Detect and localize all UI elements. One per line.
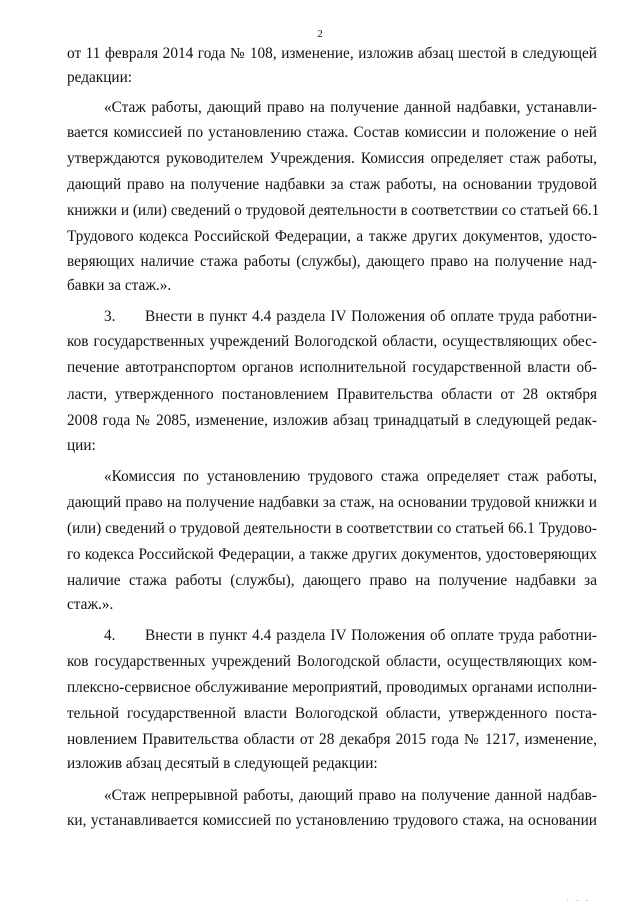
text-line: «Комиссия по установлению трудового стажа определяет стаж работы, bbox=[104, 468, 597, 485]
text-line: веряющих наличие стажа работы (службы), дающего право на получение над- bbox=[67, 253, 597, 270]
text-line: печение автотранспортом органов исполнительной государственной власти об- bbox=[67, 359, 597, 376]
text-line: Внести в пункт 4.4 раздела IV Положения об оплате труда работни- bbox=[145, 627, 597, 644]
text-line: ласти, утвержденного постановлением Правительства области от 28 октября bbox=[67, 386, 597, 403]
text-line: вается комиссией по установлению стажа. Состав комиссии и положение о ней bbox=[67, 124, 597, 141]
text-line: утверждаются руководителем Учреждения. Комиссия определяет стаж работы, bbox=[67, 150, 597, 167]
text-line: редакции: bbox=[67, 69, 133, 86]
text-line: книжки и (или) сведений о трудовой деятельности в соответствии со статьей 66.1 bbox=[67, 202, 600, 219]
text-line: дающий право на получение надбавки за стаж работы, на основании трудовой bbox=[67, 176, 597, 193]
text-line: ков государственных учреждений Вологодской области, осуществляющих обес- bbox=[67, 333, 597, 350]
text-line: тельной государственной власти Вологодской области, утвержденного поста- bbox=[67, 705, 597, 722]
page-number: 2 bbox=[317, 28, 323, 40]
text-line: изложив абзац десятый в следующей редакции: bbox=[67, 755, 378, 772]
text-line: ки, устанавливается комиссией по установлению трудового стажа, на основании bbox=[67, 812, 597, 829]
text-line: наличие стажа работы (службы), дающего право на получение надбавки за bbox=[67, 572, 597, 589]
item-number: 4. bbox=[104, 627, 116, 644]
text-line: Внести в пункт 4.4 раздела IV Положения об оплате труда работни- bbox=[145, 308, 597, 325]
text-line: стаж.». bbox=[67, 596, 114, 613]
text-line: новлением Правительства области от 28 декабря 2015 года № 1217, изменение, bbox=[67, 731, 597, 748]
text-line: бавки за стаж.». bbox=[67, 277, 172, 294]
text-line: ков государственных учреждений Вологодской области, осуществляющих ком- bbox=[67, 653, 597, 670]
item-number: 3. bbox=[104, 308, 116, 325]
text-line: дающий право на получение надбавки за стаж, на основании трудовой книжки и bbox=[67, 494, 597, 511]
text-line: (или) сведений о трудовой деятельности в соответствии со статьей 66.1 Трудово- bbox=[67, 520, 597, 537]
text-line: 2008 года № 2085, изменение, изложив абзац тринадцатый в следующей редак- bbox=[67, 412, 597, 429]
text-line: «Стаж непрерывной работы, дающий право на получение данной надбав- bbox=[104, 787, 597, 804]
text-line: от 11 февраля 2014 года № 108, изменение, изложив абзац шестой в следующей bbox=[67, 45, 597, 62]
text-line: плексно-сервисное обслуживание мероприятий, проводимых органами исполни- bbox=[67, 679, 597, 696]
text-line: Трудового кодекса Российской Федерации, а также других документов, удосто- bbox=[67, 228, 597, 245]
text-line: «Стаж работы, дающий право на получение данной надбавки, устанавли- bbox=[104, 99, 597, 116]
text-line: ции: bbox=[67, 437, 96, 454]
text-line: го кодекса Российской Федерации, а также других документов, удостоверяющих bbox=[67, 546, 597, 563]
scan-marks: . . . bbox=[567, 895, 591, 903]
